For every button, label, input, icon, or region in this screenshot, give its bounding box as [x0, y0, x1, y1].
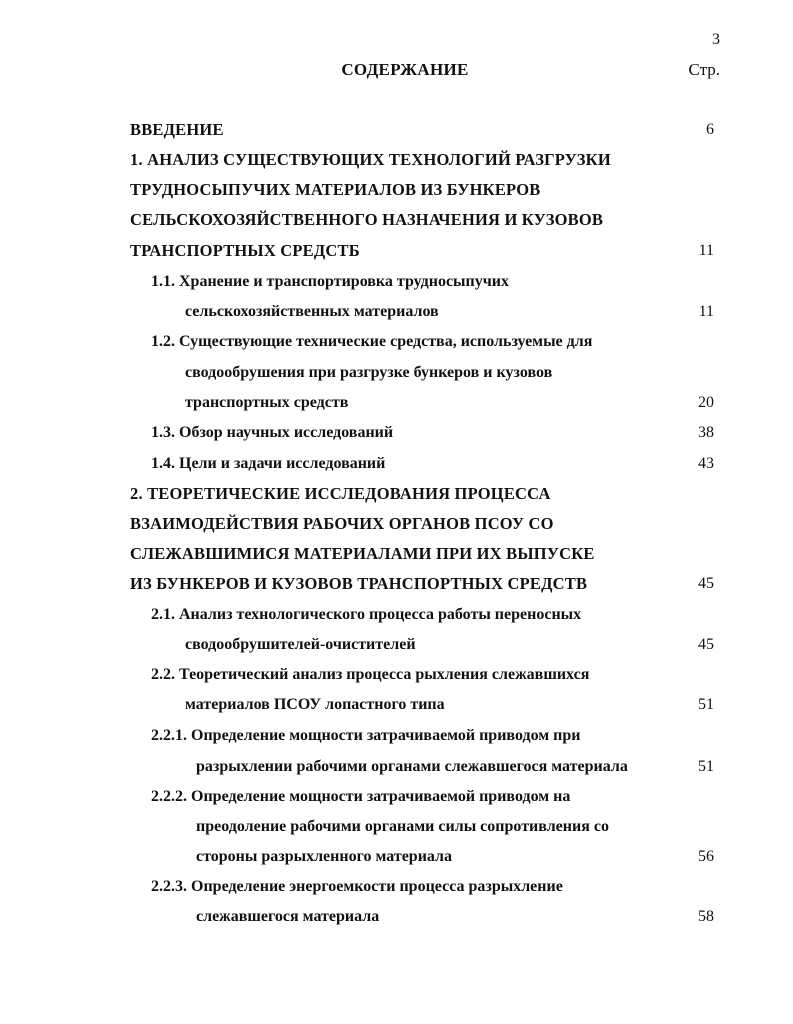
toc-line: слежавшегося материала [196, 908, 380, 925]
toc-page: 45 [698, 636, 714, 653]
toc-page: 56 [698, 848, 714, 865]
toc-line: СЕЛЬСКОХОЗЯЙСТВЕННОГО НАЗНАЧЕНИЯ И КУЗОВОВ [130, 210, 604, 229]
page-column-heading: Стр. [688, 60, 720, 79]
toc-title: СОДЕРЖАНИЕ [341, 60, 469, 79]
toc-line: 2.2.3. Определение энергоемкости процесса разрыхление [151, 878, 563, 895]
toc-page: 11 [698, 242, 714, 259]
toc-line: разрыхлении рабочими органами слежавшегося материала [196, 758, 628, 775]
toc-line: 2.2. Теоретический анализ процесса рыхления слежавшихся [151, 666, 590, 683]
toc-line: 2. ТЕОРЕТИЧЕСКИЕ ИССЛЕДОВАНИЯ ПРОЦЕССА [130, 484, 551, 503]
page-number: 3 [712, 31, 720, 48]
toc-line: СЛЕЖАВШИМИСЯ МАТЕРИАЛАМИ ПРИ ИХ ВЫПУСКЕ [130, 544, 595, 563]
toc-line: ВВЕДЕНИЕ [130, 120, 224, 139]
toc-line: 1.3. Обзор научных исследований [151, 424, 394, 441]
toc-page: 58 [698, 908, 714, 925]
toc-line: стороны разрыхленного материала [196, 848, 453, 865]
toc-line: сводообрушения при разгрузке бункеров и кузовов [185, 364, 553, 381]
toc-page: 11 [698, 303, 714, 320]
toc-line: ТРУДНОСЫПУЧИХ МАТЕРИАЛОВ ИЗ БУНКЕРОВ [130, 180, 541, 199]
toc-line: 2.2.2. Определение мощности затрачиваемой приводом на [151, 788, 571, 805]
toc-line: 1.2. Существующие технические средства, используемые для [151, 333, 593, 350]
toc-line: ВЗАИМОДЕЙСТВИЯ РАБОЧИХ ОРГАНОВ ПСОУ СО [130, 514, 554, 533]
toc-page: 45 [698, 575, 714, 592]
toc-page: 51 [698, 758, 714, 775]
toc-page: 20 [698, 394, 714, 411]
toc-line: ИЗ БУНКЕРОВ И КУЗОВОВ ТРАНСПОРТНЫХ СРЕДСТВ [130, 574, 588, 593]
toc-line: сводообрушителей-очистителей [185, 636, 416, 653]
toc-line: преодоление рабочими органами силы сопротивления со [196, 818, 609, 835]
toc-line: ТРАНСПОРТНЫХ СРЕДСТБ [130, 241, 360, 260]
toc-page: 51 [698, 696, 714, 713]
toc-page: 6 [706, 121, 714, 138]
toc-line: транспортных средств [185, 394, 349, 411]
toc-line: 2.2.1. Определение мощности затрачиваемой приводом при [151, 727, 581, 744]
toc-line: сельскохозяйственных материалов [185, 303, 439, 320]
toc-line: 1.1. Хранение и транспортировка трудносыпучих [151, 273, 510, 290]
toc-page: 38 [698, 424, 714, 441]
toc-line: 1. АНАЛИЗ СУЩЕСТВУЮЩИХ ТЕХНОЛОГИЙ РАЗГРУЗКИ [130, 150, 611, 169]
toc-page: 43 [698, 455, 714, 472]
toc-line: 2.1. Анализ технологического процесса работы переносных [151, 606, 582, 623]
toc-line: 1.4. Цели и задачи исследований [151, 455, 386, 472]
toc-line: материалов ПСОУ лопастного типа [185, 696, 445, 713]
